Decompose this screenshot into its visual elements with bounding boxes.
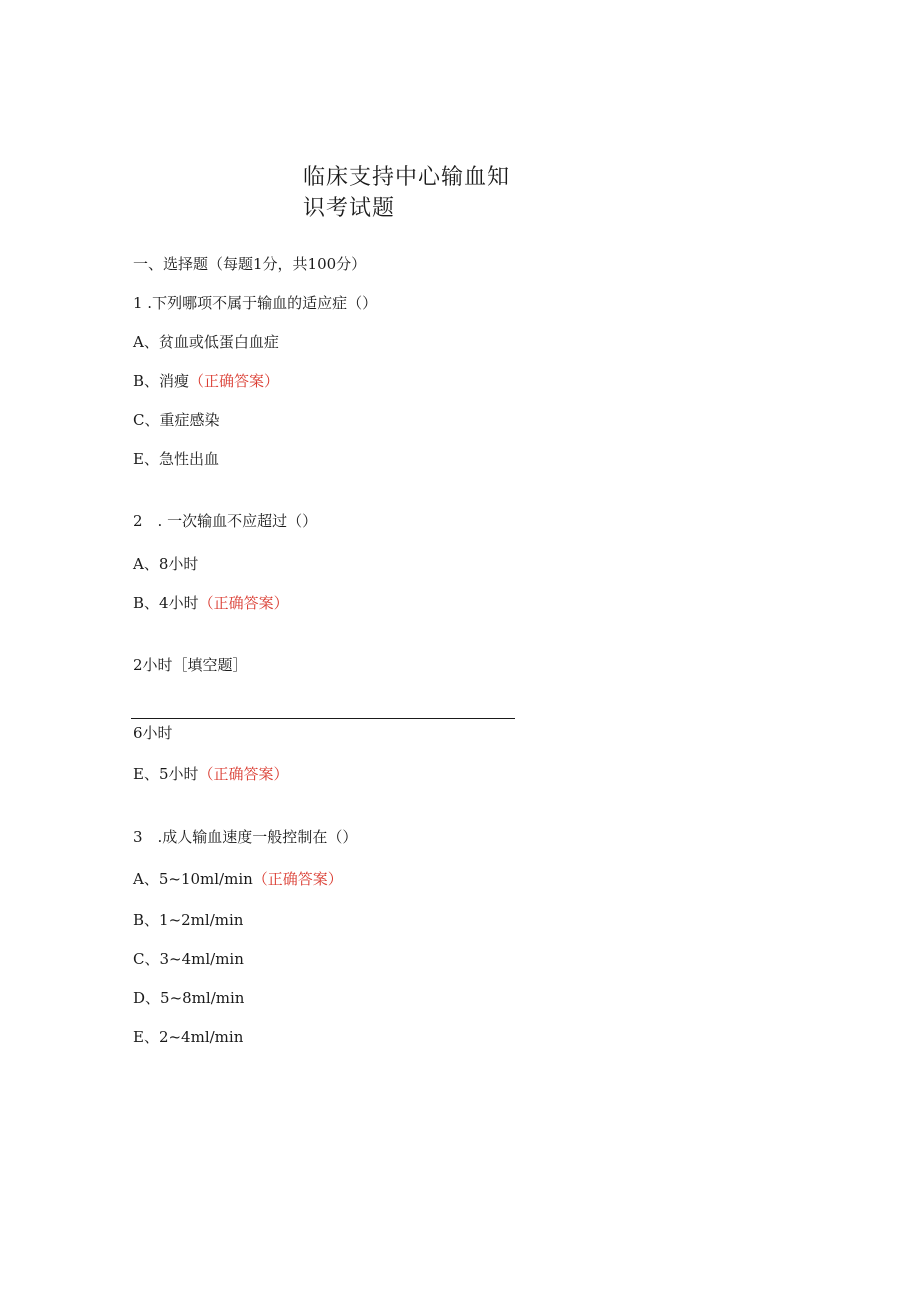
option-text: 6小时 [133,724,173,742]
correct-answer-marker: （正确答案） [198,594,289,612]
question-2-option-fill-blank [133,655,248,675]
question-1-stem: 1 .下列哪项不属于输血的适应症（） [133,294,378,312]
question-3-option-e [133,1027,243,1047]
option-text: B、消瘦 [133,372,190,390]
section-heading: 一、选择题（每题1分，共100分） [133,255,367,273]
question-3-option-d [133,988,244,1008]
option-text: D、5~8ml/min [133,989,245,1007]
option-text: C、重症感染 [133,411,220,429]
option-text: A、8小时 [133,555,199,573]
option-text: B、4小时 [133,594,199,612]
question-2-option-b [133,593,289,613]
correct-answer-marker: （正确答案） [252,870,343,888]
question-2-option-a [133,554,198,574]
page-title: 临床支持中心输血知识考试题 [303,165,511,221]
question-1-option-e [133,449,219,469]
question-3-stem: 3 .成人输血速度一般控制在（） [133,828,358,846]
question-1-option-c [133,410,219,430]
option-text: C、3~4ml/min [133,950,244,968]
question-3-option-c [133,949,244,969]
option-text: A、5~10ml/min [133,870,253,888]
correct-answer-marker: （正确答案） [189,372,280,390]
option-text: E、5小时 [133,765,199,783]
fill-blank-answer-line[interactable] [131,718,515,719]
question-2-option-e [133,764,289,784]
question-3-option-a [133,869,343,889]
question-3-option-b [133,910,243,930]
question-1-option-a [133,332,279,352]
option-text: B、1~2ml/min [133,911,244,929]
question-2-option-6h [133,723,173,743]
question-2-stem: 2 . 一次输血不应超过（） [133,512,318,530]
option-text: A、贫血或低蛋白血症 [133,333,279,351]
correct-answer-marker: （正确答案） [198,765,289,783]
question-1-option-b [133,371,279,391]
option-text: E、急性出血 [133,450,219,468]
option-text: 2小时［填空题］ [133,656,248,674]
option-text: E、2~4ml/min [133,1028,244,1046]
